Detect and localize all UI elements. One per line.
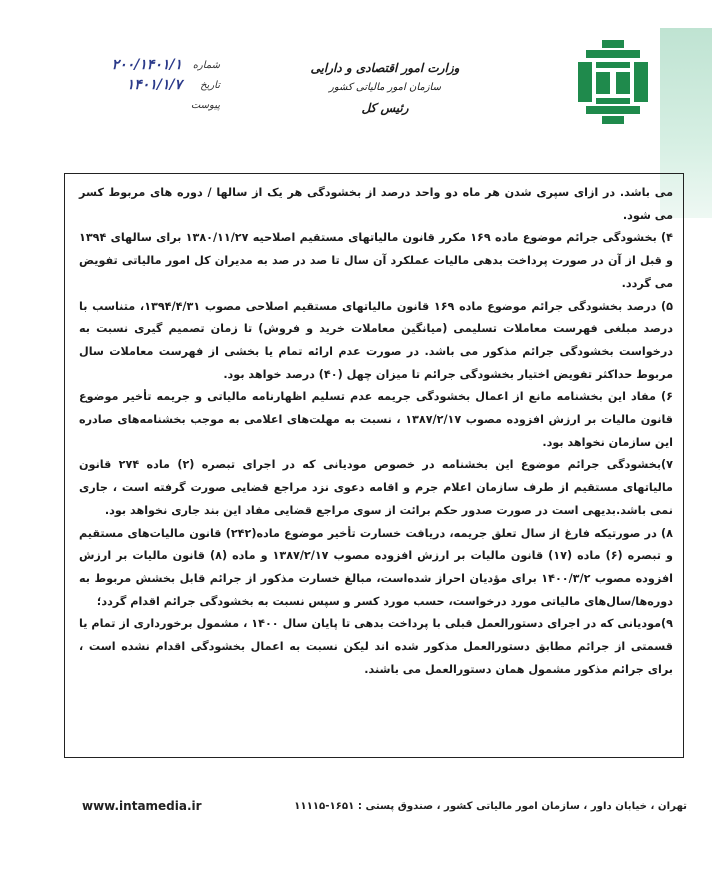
footer — [82, 797, 687, 815]
tax-organization-logo-icon — [578, 40, 648, 124]
paragraph-6: ۶) مفاد این بخشنامه مانع از اعمال بخشودگی جریمه عدم تسلیم اظهارنامه مالیاتی و جریمه تأخیر موضوع قانون مالیات بر ارزش افزوده مصوب ۱۳۸۷/۲/۱۷ ، نسبت به مهلت‌های اعلامی به موجب بخشنامه‌های صادره این سازمان نخواهد بود. — [79, 390, 674, 449]
office-title: رئیس کل — [361, 101, 409, 115]
paragraph-4: ۴) بخشودگی جرائم موضوع ماده ۱۶۹ مکرر قانون مالیاتهای مستقیم اصلاحیه ۱۳۸۰/۱۱/۲۷ برای سالهای ۱۳۹۴ و قبل از آن در صورت پرداخت بدهی مالیات عملکرد آن سال تا صد در صد به مدیران کل امور مالیاتی تفویض می گردد. — [79, 231, 673, 290]
body-text — [79, 182, 673, 681]
paragraph-7: ۷)بخشودگی جرائم موضوع این بخشنامه در خصوص مودیانی که در اجرای تبصره (۲) ماده ۲۷۴ قانون مالیاتهای مستقیم از طرف سازمان اعلام جرم و اقامه دعوی نزد مراجع قضایی صورت گرفته است ، جاری نمی باشد.بدیهی است در صورت صدور حکم برائت از سوی مراجع قضایی مفاد این بند جاری نخواهد بود. — [79, 458, 673, 517]
date-label: تاریخ — [200, 79, 220, 91]
ministry-name: وزارت امور اقتصادی و دارایی — [310, 61, 460, 75]
number-row — [70, 55, 220, 75]
date-value: ۱۴۰۱/۱/۷ — [126, 77, 182, 93]
paragraph-8: ۸) در صورتیکه فارغ از سال تعلق جریمه، دریافت خسارت تأخیر موضوع ماده(۲۴۲) قانون مالیات‌های مستقیم و تبصره (۶) ماده (۱۷) قانون مالیات بر ارزش افزوده مصوب ۱۳۸۷/۲/۱۷ و ماده (۸) قانون مالیات بر ارزش افزوده مصوب ۱۴۰۰/۳/۲ برای مؤدیان احراز شده‌است، مبالغ خسارت مذکور از جرائم قابل بخشش مربوط به دوره‌ها/سال‌های مالیاتی مورد درخواست، حسب مورد کسر و سپس نسبت به بخشودگی جرائم اقدام گردد؛ — [79, 526, 673, 608]
paragraph-9: ۹)مودیانی که در اجرای دستورالعمل قبلی با پرداخت بدهی تا پایان سال ۱۴۰۰ ، مشمول برخورداری از تمام یا قسمتی از جرائم مطابق دستورالعمل مذکور شده اند لیکن نسبت به اعمال بخشودگی اقدام نشده است ، برای جرائم مذکور مشمول همان دستورالعمل می باشند. — [79, 617, 673, 676]
footer-address: تهران ، خیابان داور ، سازمان امور مالیاتی کشور ، صندوق پستی : ۱۶۵۱-۱۱۱۱۵ — [294, 800, 687, 812]
letter-meta — [70, 55, 220, 115]
date-row — [70, 75, 220, 95]
number-label: شماره — [192, 59, 220, 71]
number-value: ۲۰۰/۱۴۰۱/۱ — [111, 57, 182, 73]
paragraph-continuation: می باشد. در ازای سپری شدن هر ماه دو واحد درصد از بخشودگی هر یک از سالها / دوره های مربوط کسر می شود. — [79, 186, 673, 222]
footer-website-link[interactable]: www.intamedia.ir — [82, 799, 202, 813]
ministry-heading — [300, 58, 470, 118]
attachment-row — [70, 95, 220, 115]
attachment-label: پیوست — [190, 99, 220, 111]
organization-name: سازمان امور مالیاتی کشور — [329, 82, 441, 93]
body-frame — [64, 173, 684, 758]
paragraph-5: ۵) درصد بخشودگی جرائم موضوع ماده ۱۶۹ قانون مالیاتهای مستقیم اصلاحی مصوب ۱۳۹۴/۴/۳۱، متناسب با درصد مبلغی فهرست معاملات تسلیمی (میانگین معاملات خرید و فروش) تا زمان تصمیم گیری نسبت به درخواست بخشودگی جرائم مذکور می باشد. در صورت عدم ارائه تمام یا بخشی از فهرست معاملات سال مربوط حداکثر تفویض اختیار بخشودگی جرائم تا میزان چهل (۴۰) درصد خواهد بود. — [79, 299, 673, 381]
